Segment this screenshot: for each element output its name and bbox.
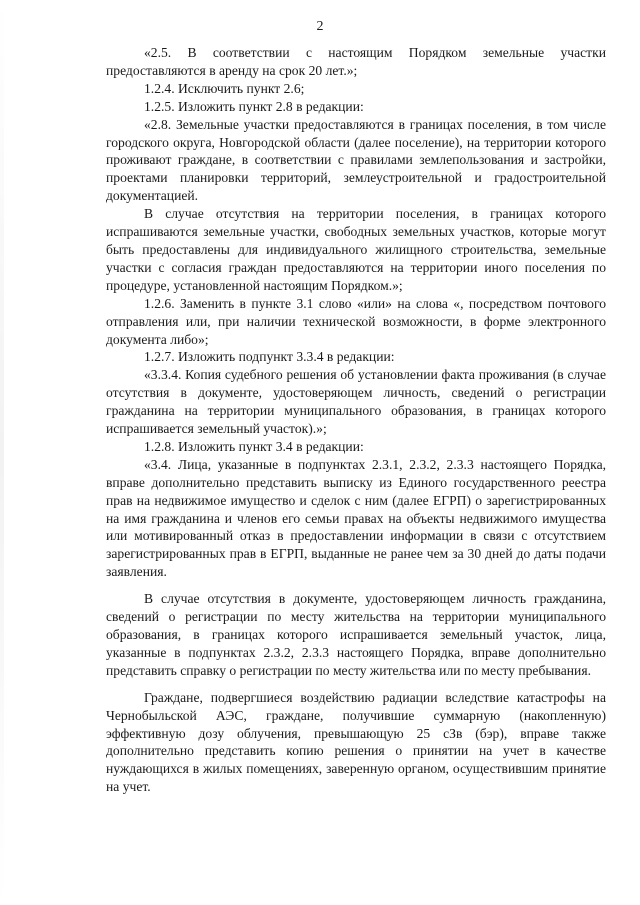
scan-margin-shadow bbox=[0, 0, 4, 905]
paragraph-1-2-8: 1.2.8. Изложить пункт 3.4 в редакции: bbox=[144, 438, 364, 454]
paragraph-1-2-4: 1.2.4. Исключить пункт 2.6; bbox=[144, 80, 305, 96]
paragraph-3-3-4-quote: «3.3.4. Копия судебного решения об установлении факта проживания (в случае отсутствия в документе, удостоверяющем личность, сведений о регистрации гражданина на территории муниципального образования, в границах которого испрашивается земельный участок).»; bbox=[106, 367, 606, 437]
paragraph-1-2-7: 1.2.7. Изложить подпункт 3.3.4 в редакции: bbox=[144, 349, 395, 365]
paragraph-1-2-5: 1.2.5. Изложить пункт 2.8 в редакции: bbox=[144, 98, 364, 114]
paragraph-2-5-quote: «2.5. В соответствии с настоящим Порядком земельные участки предоставляются в аренду на срок 20 лет.»; bbox=[106, 45, 606, 78]
paragraph-3-4-quote: «3.4. Лица, указанные в подпунктах 2.3.1, 2.3.2, 2.3.3 настоящего Порядка, вправе дополнительно представить выписку из Единого государственного реестра прав на недвижимое имущество и сделок с ним (далее ЕГРП) о зарегистрированных на имя гражданина и членов его семьи правах на объекты недвижимого имущества или мотивированный отказ в предоставлении информации в связи с отсутствием зарегистрированных прав в ЕГРП, выданные не ранее чем за 30 дней до даты подачи заявления. bbox=[106, 456, 606, 580]
paragraph-2-8-continuation: В случае отсутствия на территории поселения, в границах которого испрашиваются земельные участки, свободных земельных участков, которые могут быть предоставлены для индивидуального жилищного строительства, земельные участки с согласия граждан предоставляются на территории иного поселения по процедуре, установленной настоящим Порядком.»; bbox=[106, 206, 606, 293]
paragraph-3-4-continuation: В случае отсутствия в документе, удостоверяющем личность гражданина, сведений о регистрации по месту жительства на территории муниципального образования, в границах которого испрашивается земельный участок, лица, указанные в подпунктах 2.3.2, 2.3.3 настоящего Порядка, вправе дополнительно представить справку о регистрации по месту жительства или по месту пребывания. bbox=[106, 591, 606, 678]
paragraph-2-8-quote: «2.8. Земельные участки предоставляются в границах поселения, в том числе городского округа, Новгородской области (далее поселение), на территории которого проживают граждане, в соответствии с правилами землепользования и застройки, проектами планировки территорий, землеустроительной и градостроительной документацией. bbox=[106, 116, 606, 204]
page-number: 2 bbox=[316, 19, 324, 34]
paragraph-chernobyl: Граждане, подвергшиеся воздействию радиации вследствие катастрофы на Чернобыльской АЭС, граждане, получившие суммарную (накопленную) эффективную дозу облучения, превышающую 25 сЗв (бэр), вправе также дополнительно представить копию решения о принятии на учет в качестве нуждающихся в жилых помещениях, заверенную органом, осуществившим принятие на учет. bbox=[106, 689, 606, 795]
document-body bbox=[106, 44, 606, 796]
paragraph-1-2-6: 1.2.6. Заменить в пункте 3.1 слово «или» на слова «, посредством почтового отправления или, при наличии технической возможности, в форме электронного документа либо»; bbox=[106, 295, 606, 347]
